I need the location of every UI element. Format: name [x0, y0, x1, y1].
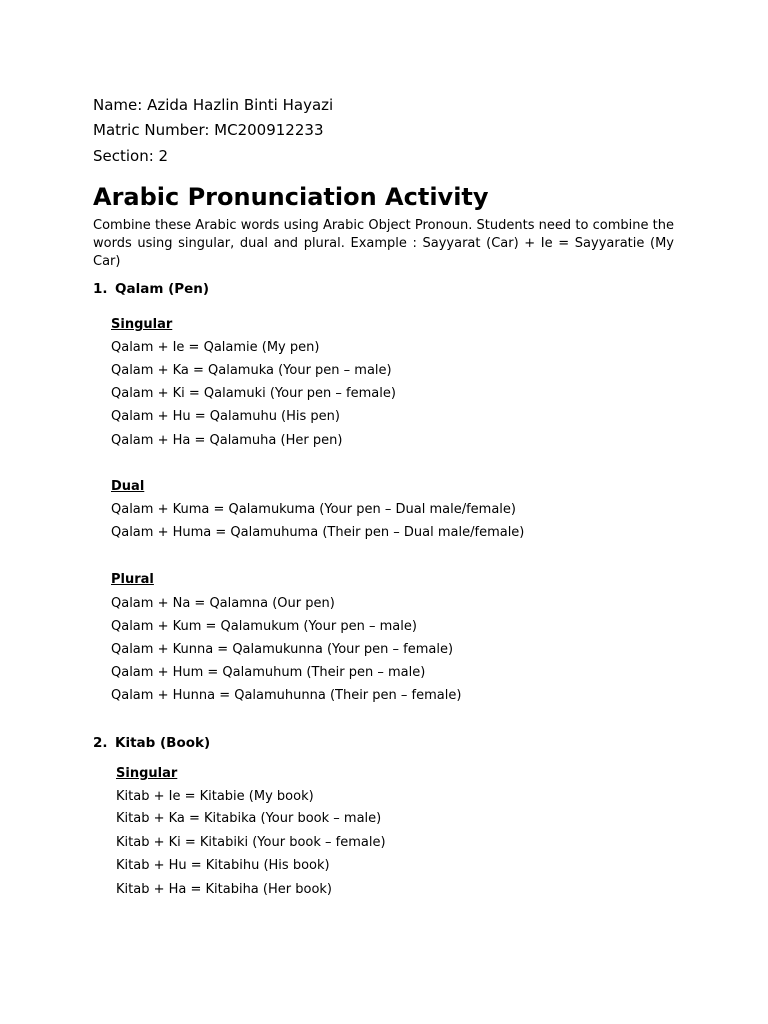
section-number-label: 1. [93, 281, 108, 297]
list-item: Qalam + Ha = Qalamuha (Her pen) [111, 433, 343, 448]
group-label-singular: Singular [116, 766, 178, 781]
section-heading-kitab [93, 734, 210, 752]
list-item: Qalam + Ki = Qalamuki (Your pen – female) [111, 386, 396, 401]
list-item: Kitab + Ie = Kitabie (My book) [116, 789, 314, 804]
list-item: Qalam + Ka = Qalamuka (Your pen – male) [111, 363, 392, 378]
section-heading-text: Kitab (Book) [115, 735, 211, 751]
intro-paragraph: Combine these Arabic words using Arabic Object Pronoun. Students need to combine the words using singular, dual and plural. Example : Sayyarat (Car) + Ie = Sayyaratie (My Car) [93, 218, 674, 269]
group-label-plural: Plural [111, 572, 154, 587]
page-title: Arabic Pronunciation Activity [93, 183, 489, 211]
list-item: Qalam + Hum = Qalamuhum (Their pen – male) [111, 665, 426, 680]
section-number: Section: 2 [93, 147, 169, 165]
list-item: Qalam + Hunna = Qalamuhunna (Their pen – female) [111, 688, 462, 703]
section-number-label: 2. [93, 735, 108, 751]
list-item: Qalam + Ie = Qalamie (My pen) [111, 340, 320, 355]
list-item: Kitab + Ha = Kitabiha (Her book) [116, 882, 332, 897]
list-item: Kitab + Ka = Kitabika (Your book – male) [116, 811, 382, 826]
list-item: Qalam + Kunna = Qalamukunna (Your pen – female) [111, 642, 454, 657]
list-item: Qalam + Huma = Qalamuhuma (Their pen – Dual male/female) [111, 525, 525, 540]
matric-number: Matric Number: MC200912233 [93, 121, 324, 139]
list-item: Qalam + Kuma = Qalamukuma (Your pen – Dual male/female) [111, 502, 516, 517]
group-label-singular: Singular [111, 317, 173, 332]
list-item: Qalam + Kum = Qalamukum (Your pen – male) [111, 619, 417, 634]
list-item: Kitab + Hu = Kitabihu (His book) [116, 858, 330, 873]
student-name: Name: Azida Hazlin Binti Hayazi [93, 96, 334, 114]
list-item: Qalam + Na = Qalamna (Our pen) [111, 596, 335, 611]
list-item: Qalam + Hu = Qalamuhu (His pen) [111, 409, 340, 424]
section-heading-text: Qalam (Pen) [115, 281, 210, 297]
list-item: Kitab + Ki = Kitabiki (Your book – female) [116, 835, 386, 850]
section-heading-qalam [93, 280, 209, 298]
group-label-dual: Dual [111, 479, 145, 494]
